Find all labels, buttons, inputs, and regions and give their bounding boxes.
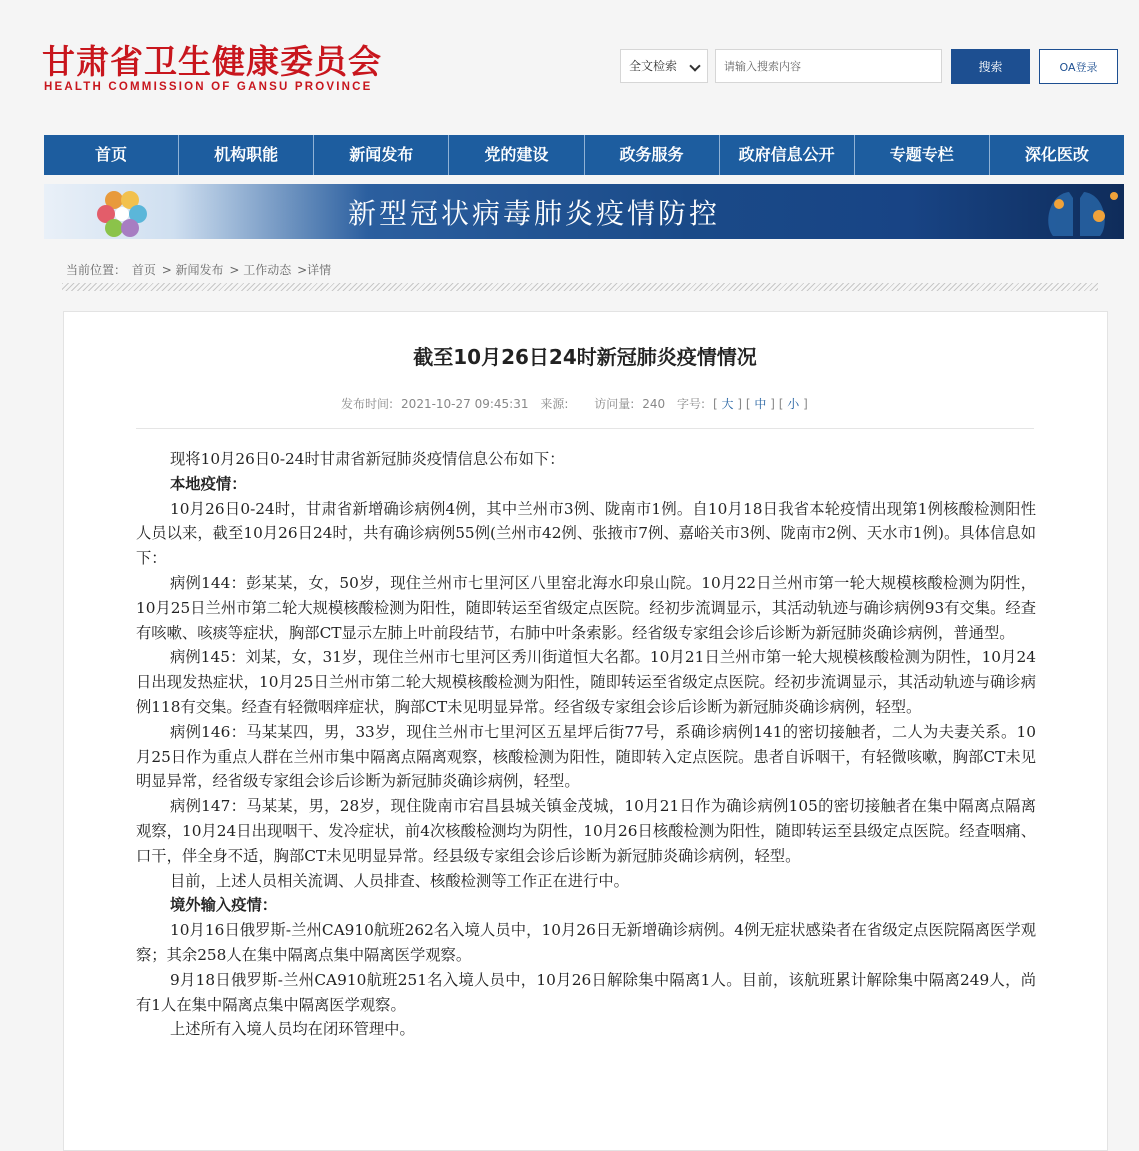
paragraph-ongoing-work: 目前，上述人员相关流调、人员排查、核酸检测等工作正在进行中。: [170, 871, 629, 890]
font-size-bracket: ] [: [770, 397, 784, 411]
nav-item-functions[interactable]: 机构职能: [179, 135, 314, 175]
font-size-bracket: ] [: [737, 397, 751, 411]
nav-item-services[interactable]: 政务服务: [585, 135, 720, 175]
font-size-large[interactable]: 大: [721, 397, 734, 411]
article-body: [136, 447, 1036, 1042]
breadcrumb-divider: [62, 283, 1098, 291]
font-size-label: 字号:: [676, 397, 706, 411]
paragraph-intro: 现将10月26日0-24时甘肃省新冠肺炎疫情信息公布如下：: [170, 450, 565, 468]
source-label: 来源:: [540, 397, 569, 411]
font-size-bracket: ]: [803, 397, 808, 411]
paragraph-flight-sep18: 9月18日俄罗斯-兰州CA910航班251名入境人员中，10月26日解除集中隔离1人。目前，该航班累计解除集中隔离249人，尚有1人在集中隔离点集中隔离医学观察。: [136, 970, 1036, 1014]
oa-login-button[interactable]: OA登录: [1039, 49, 1118, 84]
nav-item-topics[interactable]: 专题专栏: [855, 135, 990, 175]
nav-item-party[interactable]: 党的建设: [449, 135, 584, 175]
search-input[interactable]: [715, 49, 942, 83]
flower-logo-icon: [92, 186, 152, 238]
site-header: [0, 0, 1139, 130]
nav-item-reform[interactable]: 深化医改: [1024, 145, 1089, 164]
site-logo-english: HEALTH COMMISSION OF GANSU PROVINCE: [44, 81, 373, 93]
search-button[interactable]: 搜索: [951, 49, 1030, 84]
article-meta: [341, 395, 808, 412]
paragraph-case-146: 病例146：马某某四，男，33岁，现住兰州市七里河区五星坪后街77号，系确诊病例141的密切接触者，二人为夫妻关系。10月25日作为重点人群在兰州市集中隔离点隔离观察，核酸检测为阳性，随即转入定点医院。患者自诉咽干，有轻微咳嗽，胸部CT未见明显异常，经省级专家组会诊后诊断为新冠肺炎确诊病例，轻型。: [136, 722, 1036, 791]
font-size-medium[interactable]: 中: [754, 397, 767, 411]
breadcrumb-detail: >详情: [297, 263, 332, 277]
publish-time: 2021-10-27 09:45:31: [401, 397, 529, 411]
paragraph-flight-oct16: 10月16日俄罗斯-兰州CA910航班262名入境人员中，10月26日无新增确诊病例。4例无症状感染者在省级定点医院隔离医学观察；其余258人在集中隔离点集中隔离医学观察。: [136, 921, 1036, 964]
search-scope-value: 全文检索: [629, 59, 678, 73]
breadcrumb-news[interactable]: > 新闻发布: [161, 263, 224, 277]
breadcrumb-work-updates[interactable]: > 工作动态: [229, 263, 292, 277]
visits-label: 访问量:: [594, 397, 635, 411]
main-nav: [44, 135, 1124, 175]
publish-time-label: 发布时间:: [341, 397, 394, 411]
paragraph-case-147: 病例147：马某某，男，28岁，现住陇南市宕昌县城关镇金茂城，10月21日作为确诊病例105的密切接触者在集中隔离点隔离观察，10月24日出现咽干、发冷症状，前4次核酸检测均为阴性，10月26日核酸检测为阳性，随即转运至县级定点医院。经查咽痛、口干，伴全身不适，胸部CT未见明显异常。经县级专家组会诊后诊断为新冠肺炎确诊病例，轻型。: [136, 797, 1036, 865]
section-heading-local: 本地疫情：: [170, 474, 247, 493]
nav-item-news[interactable]: 新闻发布: [314, 135, 449, 175]
lungs-virus-icon: [1029, 184, 1124, 239]
paragraph-closed-loop: 上述所有入境人员均在闭环管理中。: [170, 1020, 415, 1039]
banner-title: 新型冠状病毒肺炎疫情防控: [348, 197, 721, 230]
breadcrumb: [66, 261, 333, 278]
nav-item-home[interactable]: 首页: [44, 135, 179, 175]
font-size-bracket: [: [713, 397, 718, 411]
section-heading-imported: 境外输入疫情：: [170, 896, 278, 915]
search-scope-select[interactable]: [620, 49, 708, 83]
nav-item-info-disclosure[interactable]: 政府信息公开: [720, 135, 855, 175]
meta-divider: [136, 428, 1034, 429]
visits-count: 240: [642, 397, 666, 411]
epidemic-banner[interactable]: [44, 184, 1124, 239]
font-size-small[interactable]: 小: [787, 397, 800, 411]
article-title: 截至10月26日24时新冠肺炎疫情情况: [413, 345, 757, 369]
paragraph-case-144: 病例144：彭某某，女，50岁，现住兰州市七里河区八里窑北海水印泉山院。10月22日兰州市第一轮大规模核酸检测为阴性，10月25日兰州市第二轮大规模核酸检测为阳性，随即转运至省级定点医院。经初步流调显示，其活动轨迹与确诊病例93有交集。经查有咳嗽、咳痰等症状，胸部CT显示左肺上叶前段结节，右肺中叶条索影。经省级专家组会诊后诊断为新冠肺炎确诊病例，普通型。: [136, 573, 1036, 642]
site-logo-chinese[interactable]: 甘肃省卫生健康委员会: [42, 42, 382, 81]
chevron-down-icon: [689, 60, 700, 71]
breadcrumb-home[interactable]: 首页: [131, 263, 156, 277]
paragraph-case-145: 病例145：刘某，女，31岁，现住兰州市七里河区秀川街道恒大名都。10月21日兰州市第一轮大规模核酸检测为阴性，10月24日出现发热症状，10月25日兰州市第二轮大规模核酸检测为阳性，随即转运至省级定点医院。经初步流调显示，其活动轨迹与确诊病例118有交集。经查有轻微咽痒症状，胸部CT未见明显异常。经省级专家组会诊后诊断为新冠肺炎确诊病例，轻型。: [136, 648, 1036, 716]
paragraph-local-summary: 10月26日0-24时，甘肃省新增确诊病例4例，其中兰州市3例、陇南市1例。自10月18日我省本轮疫情出现第1例核酸检测阳性人员以来，截至10月26日24时，共有确诊病例55例(兰州市42例、张掖市7例、嘉峪关市3例、陇南市2例、天水市1例)。具体信息如下：: [136, 499, 1036, 568]
breadcrumb-label: 当前位置：: [66, 263, 127, 277]
